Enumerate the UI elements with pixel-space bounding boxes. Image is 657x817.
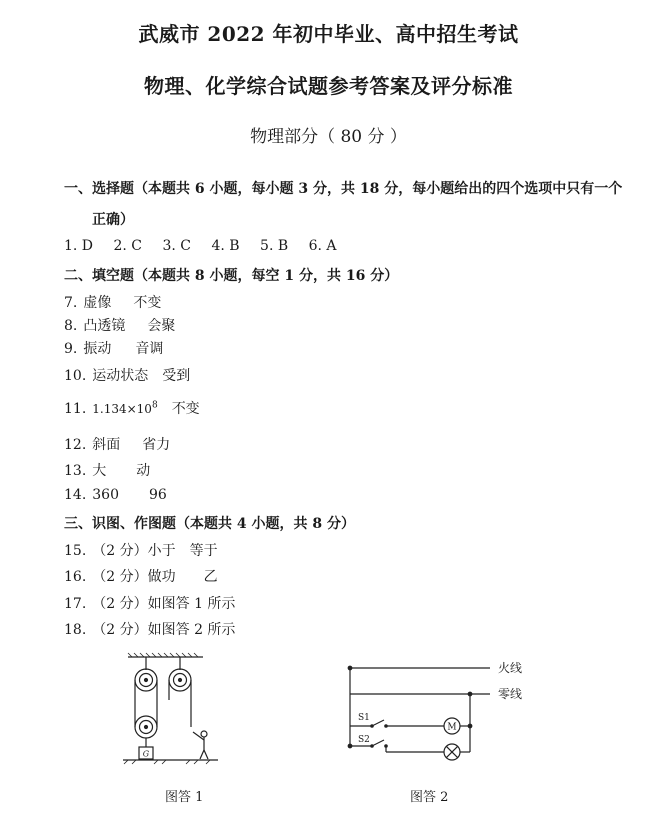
section1-heading-cont: 正确） [92,212,134,228]
answer-2: 2. C [113,238,143,254]
answer-7: 7. 虚像 不变 [64,295,162,311]
answer-18: 18. （2 分）如图答 2 所示 [64,622,236,638]
answer-3: 3. C [162,238,192,254]
title-sub: 物理、化学综合试题参考答案及评分标准 [144,74,513,98]
section1-heading: 一、选择题（本题共 6 小题，每小题 3 分，共 18 分，每小题给出的四个选项中只有一个 [64,181,623,197]
answer-8: 8. 凸透镜 会聚 [64,318,176,334]
live-wire-label: 火线 [498,661,523,675]
answer-16: 16. （2 分）做功 乙 [64,569,218,585]
switch2-label: S2 [358,735,370,745]
answer-11: 11. $1.134\times 10^8$ 不变 [64,400,200,417]
answer-15: 15. （2 分）小于 等于 [64,543,218,559]
switch-s1 [372,720,384,726]
figure1-caption: 图答 1 [165,790,204,805]
section2-heading: 二、填空题（本题共 8 小题，每空 1 分，共 16 分） [64,268,399,284]
answer-13: 13. 大 动 [64,463,151,479]
circuit-figure [340,656,540,766]
answer-14: 14. 360 96 [64,487,167,503]
motor-label: M [447,722,457,733]
person-head [201,731,207,737]
pulley-figure [118,652,228,768]
title-section: 物理部分（ 80 分 ） [250,127,407,147]
section3-heading: 三、识图、作图题（本题共 4 小题，共 8 分） [64,516,355,532]
answer-17: 17. （2 分）如图答 1 所示 [64,596,236,612]
switch-s2 [372,740,384,746]
title-main: 武威市 2022 年初中毕业、高中招生考试 [138,22,519,46]
answer-4: 4. B [211,238,240,254]
section1-answers [64,238,337,254]
answer-10: 10. 运动状态 受到 [64,368,191,384]
answer-12: 12. 斜面 省力 [64,437,171,453]
switch1-label: S1 [358,713,370,723]
answer-9: 9. 振动 音调 [64,341,164,357]
answer-1: 1. D [64,238,94,254]
neutral-wire-label: 零线 [498,687,523,701]
answer-5: 5. B [260,238,289,254]
figure2-caption: 图答 2 [410,790,449,805]
weight-label: G [142,749,150,759]
answer-6: 6. A [308,238,337,254]
